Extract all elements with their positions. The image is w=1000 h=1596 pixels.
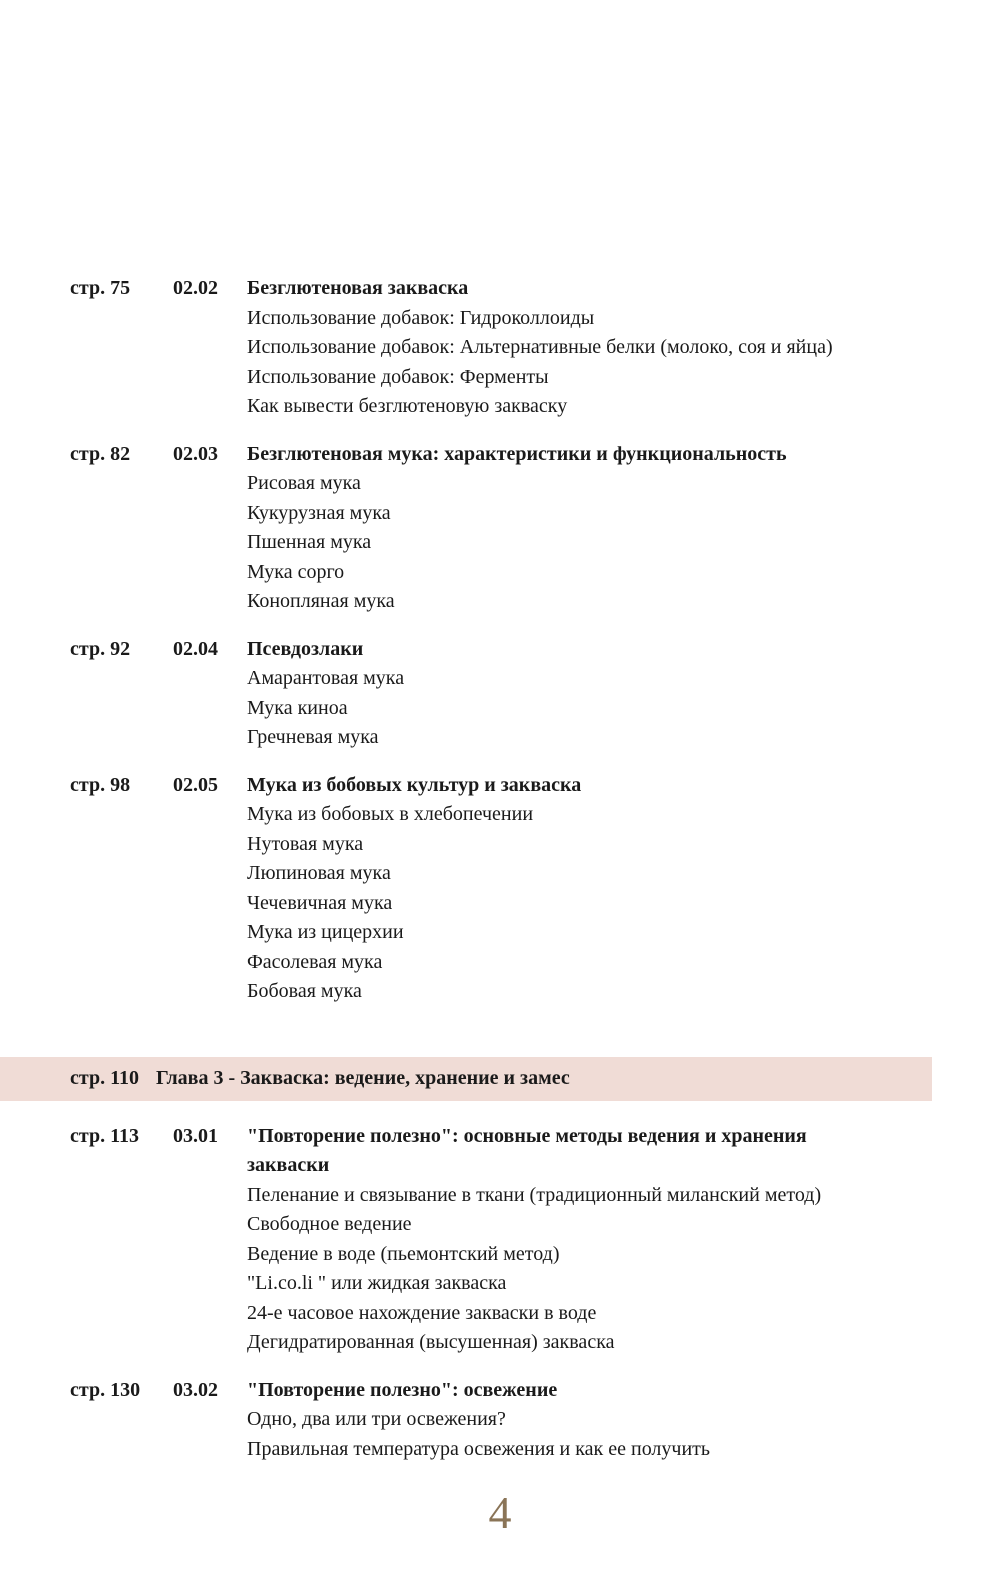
toc-subsection-item: 24-е часовое нахождение закваски в воде [247,1301,597,1324]
toc-section [0,771,1000,1007]
toc-section-content [247,771,869,1007]
toc-subsection-item: Одно, два или три освежения? [247,1408,506,1430]
toc-section-number: 02.04 [173,637,218,660]
toc-section-content [247,1122,869,1358]
toc-subsection-item: Кукурузная мука [247,501,391,524]
toc-section [0,635,1000,753]
chapter-band-page-ref: стр. 110 [70,1067,139,1089]
toc-section-number: 02.02 [173,277,218,299]
toc-sections-after-chapter [0,1122,1000,1465]
toc-section-content [247,440,869,617]
toc-subsection-item: Пшенная мука [247,531,372,553]
toc-subsection-item: Рисовая мука [247,472,361,494]
toc-section-content [247,1376,869,1465]
toc-page-ref: стр. 130 [70,1378,141,1401]
toc-subsection-item: Мука из цицерхии [247,921,404,943]
toc-section-content [247,635,869,753]
chapter-band-title: Глава 3 - Закваска: ведение, хранение и замес [155,1067,570,1089]
toc-subsection-item: Использование добавок: Гидроколлоиды [247,306,595,329]
toc-subsection-item: Конопляная мука [247,590,395,612]
toc-subsection-item: Свободное ведение [247,1213,412,1235]
toc-subsection-item: Амарантовая мука [247,667,405,689]
toc-page-ref: стр. 75 [70,277,131,299]
toc-subsection-item: Пеленание и связывание в ткани (традиционный миланский метод) [247,1183,822,1206]
toc-subsection-item: Использование добавок: Альтернативные белки (молоко, соя и яйца) [247,336,833,358]
toc-subsection-item: Дегидратированная (высушенная) закваска [247,1331,615,1353]
toc-section-number: 03.01 [173,1124,218,1147]
toc-subsection-item: Гречневая мука [247,726,379,748]
toc-subsection-item: Чечевичная мука [247,891,393,914]
toc-subsection-item: Правильная температура освежения и как ее получить [247,1437,711,1460]
toc-section-title: Безглютеновая мука: характеристики и функциональность [247,442,787,465]
toc-subsection-item: Мука из бобовых в хлебопечении [247,803,534,825]
toc-section [0,1376,1000,1465]
toc-section-number: 02.05 [173,773,218,796]
toc-page-ref: стр. 98 [70,773,131,796]
toc-section-number: 03.02 [173,1378,218,1401]
toc-section-number: 02.03 [173,442,218,465]
toc-section-title: Псевдозлаки [247,637,364,660]
toc-subsection-item: Нутовая мука [247,832,364,855]
toc-subsection-item: Как вывести безглютеновую закваску [247,395,568,417]
toc-subsection-item: Фасолевая мука [247,950,383,973]
toc-subsection-item: Бобовая мука [247,980,362,1002]
toc-section-content [247,274,869,422]
toc-section [0,440,1000,617]
toc-section-title: "Повторение полезно": освежение [247,1378,558,1401]
toc-subsection-item: "Li.co.li " или жидкая закваска [247,1272,507,1294]
toc-section-title: "Повторение полезно": основные методы ведения и хранения закваски [247,1124,807,1176]
chapter-band [0,1057,932,1101]
toc-section [0,1122,1000,1358]
toc-section [0,274,1000,422]
toc-subsection-item: Мука сорго [247,560,345,583]
toc-subsection-item: Люпиновая мука [247,862,391,884]
toc-subsection-item: Ведение в воде (пьемонтский метод) [247,1242,560,1265]
toc-subsection-item: Использование добавок: Ферменты [247,365,549,388]
toc-section-title: Безглютеновая закваска [247,277,469,299]
page-number: 4 [488,1487,512,1538]
toc-sections-before-chapter [0,274,1000,1007]
toc-page-ref: стр. 82 [70,442,131,465]
toc-page-ref: стр. 92 [70,637,131,660]
toc-page-ref: стр. 113 [70,1124,139,1147]
toc-section-title: Мука из бобовых культур и закваска [247,773,582,796]
toc-subsection-item: Мука киноа [247,696,348,719]
